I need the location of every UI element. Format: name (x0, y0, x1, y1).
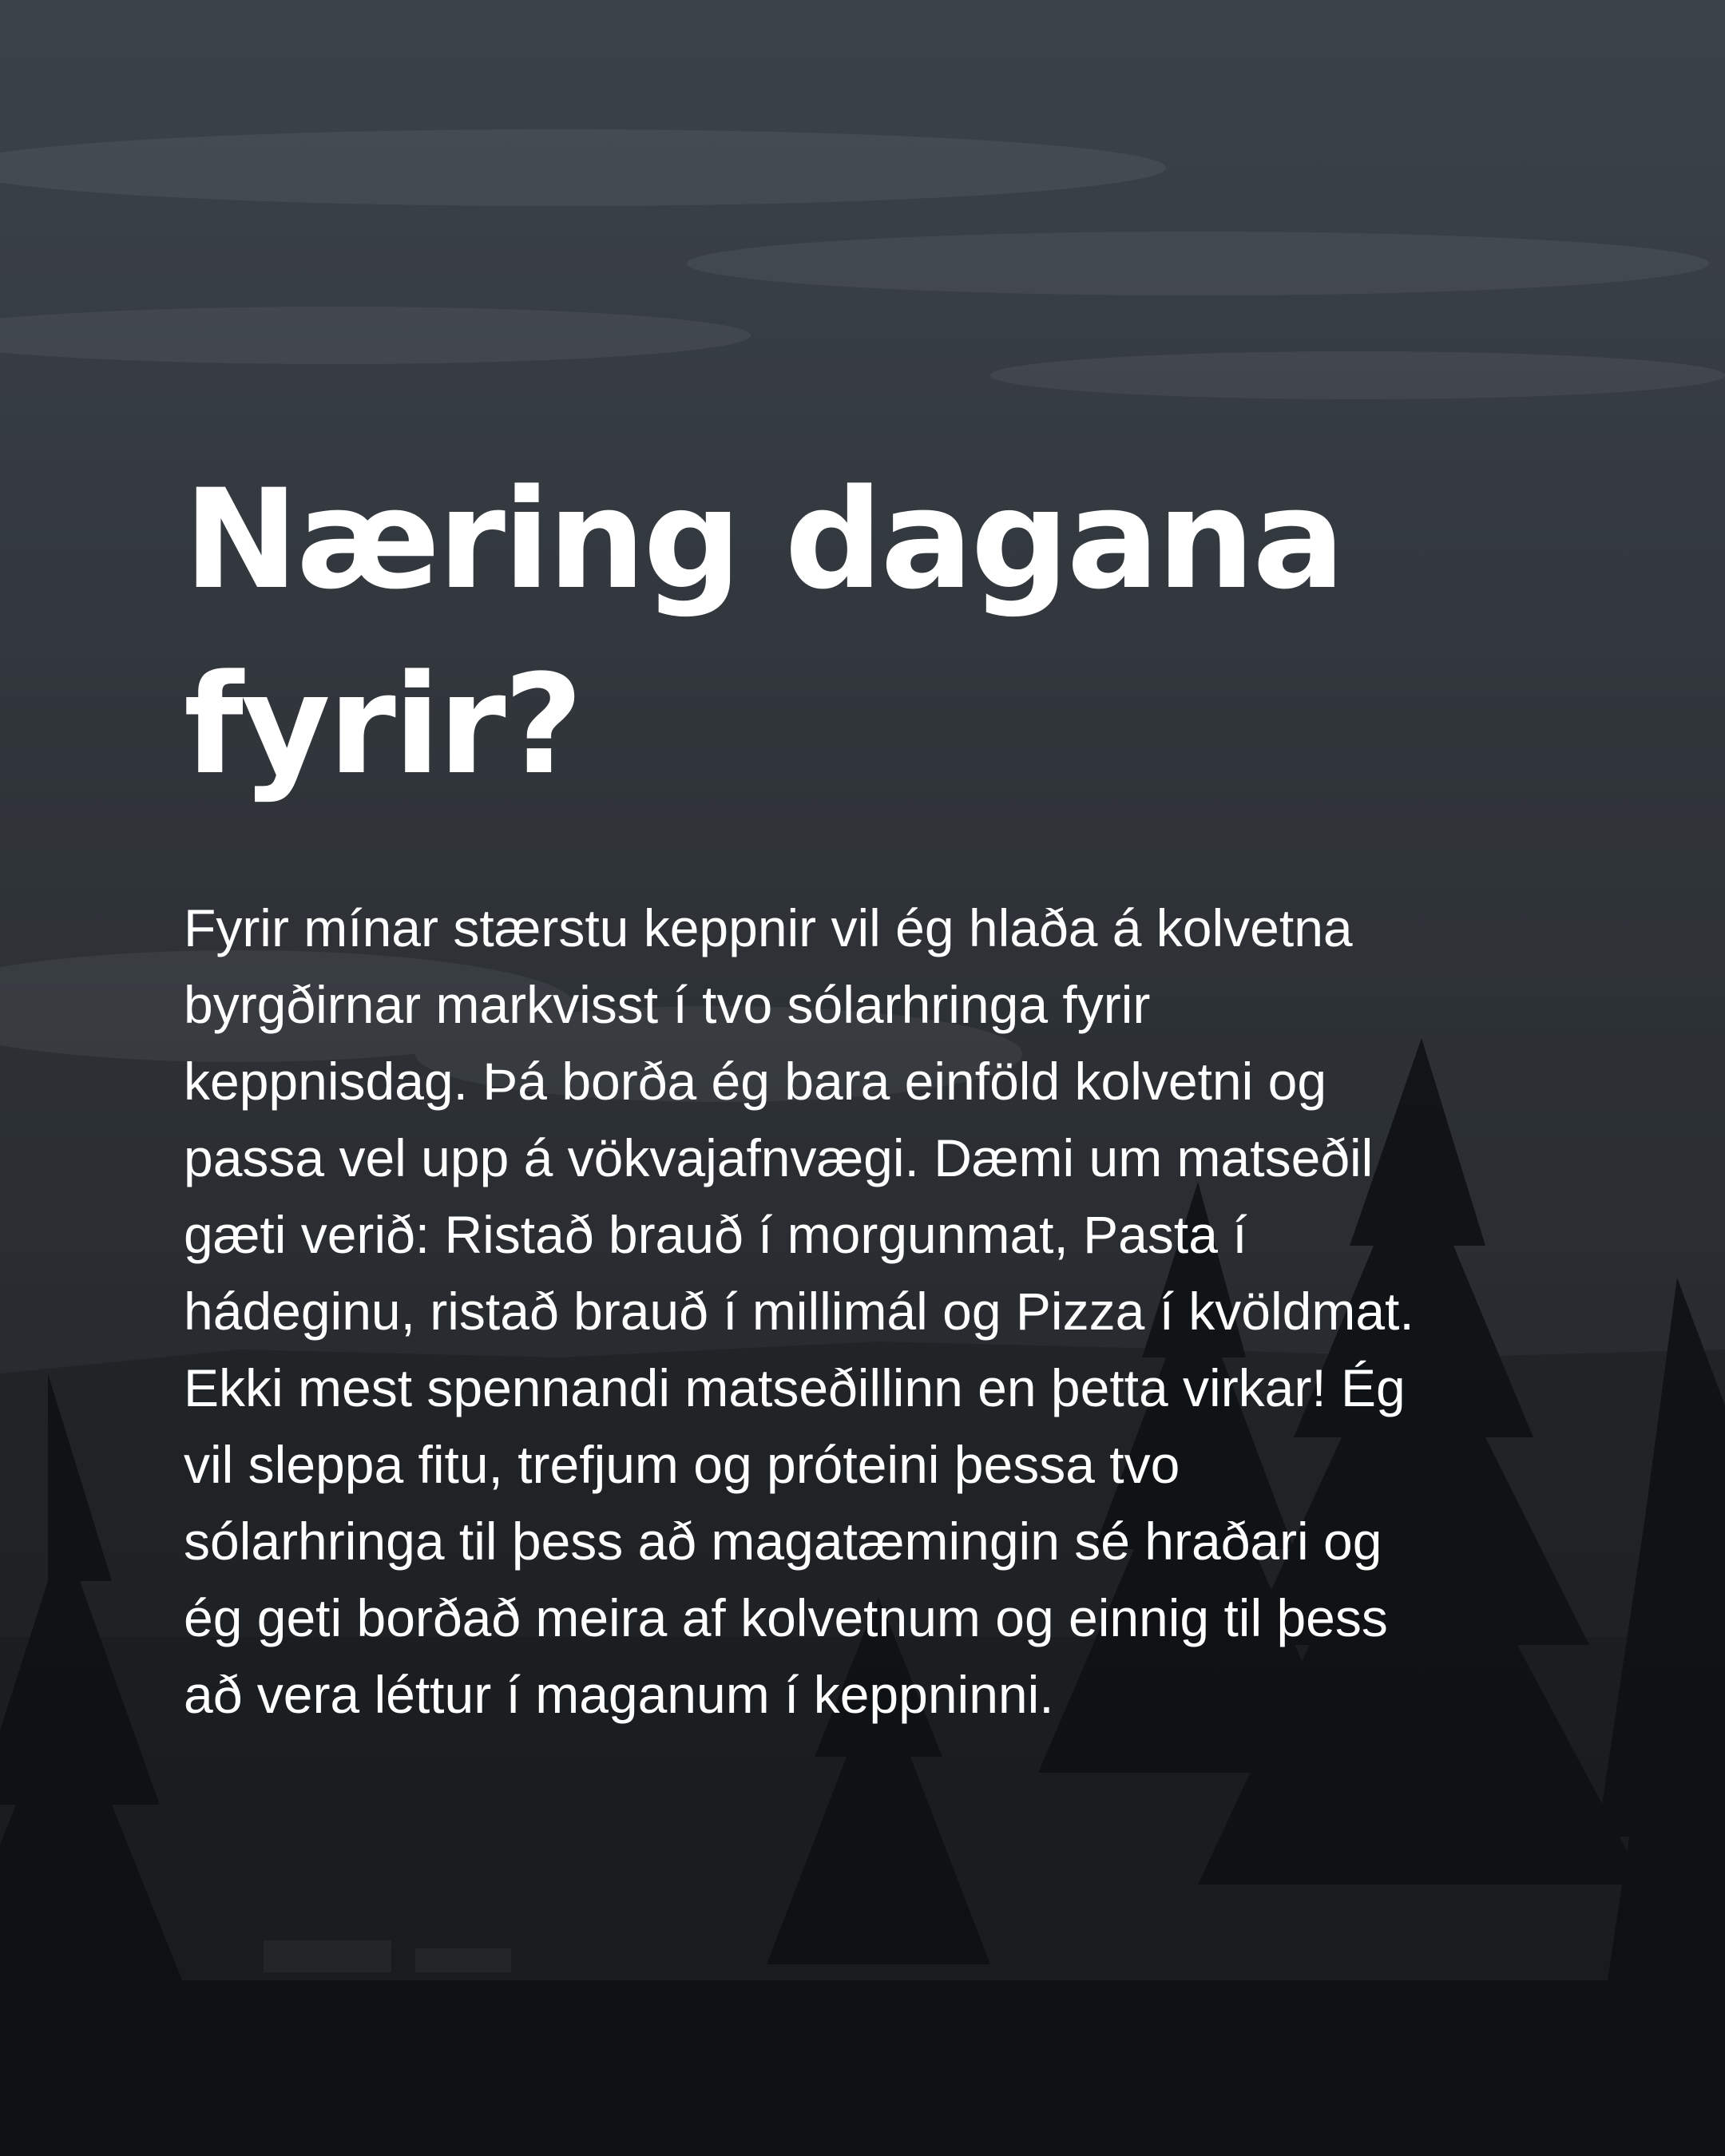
slide-body-text: Fyrir mínar stærstu keppnir vil ég hlaða á kolvetna byrgðirnar markvisst í tvo sólarhringa fyrir keppnisdag. Þá borða ég bara einföld kolvetni og passa vel upp á vökvajafnvægi. Dæmi um matseðil gæti verið: Ristað brauð í morgunmat, Pasta í hádeginu, ristað brauð í millimál og Pizza í kvöldmat. Ekki mest spennandi matseðillinn en þetta virkar! Ég vil sleppa fitu, trefjum og próteini þessa tvo sólarhringa til þess að magatæmingin sé hraðari og ég geti borðað meira af kolvetnum og einnig til þess að vera léttur í maganum í keppninni. (184, 898, 1414, 1724)
slide-content (184, 447, 1589, 1733)
slide-title: Næring dagana fyrir? (184, 459, 1343, 805)
